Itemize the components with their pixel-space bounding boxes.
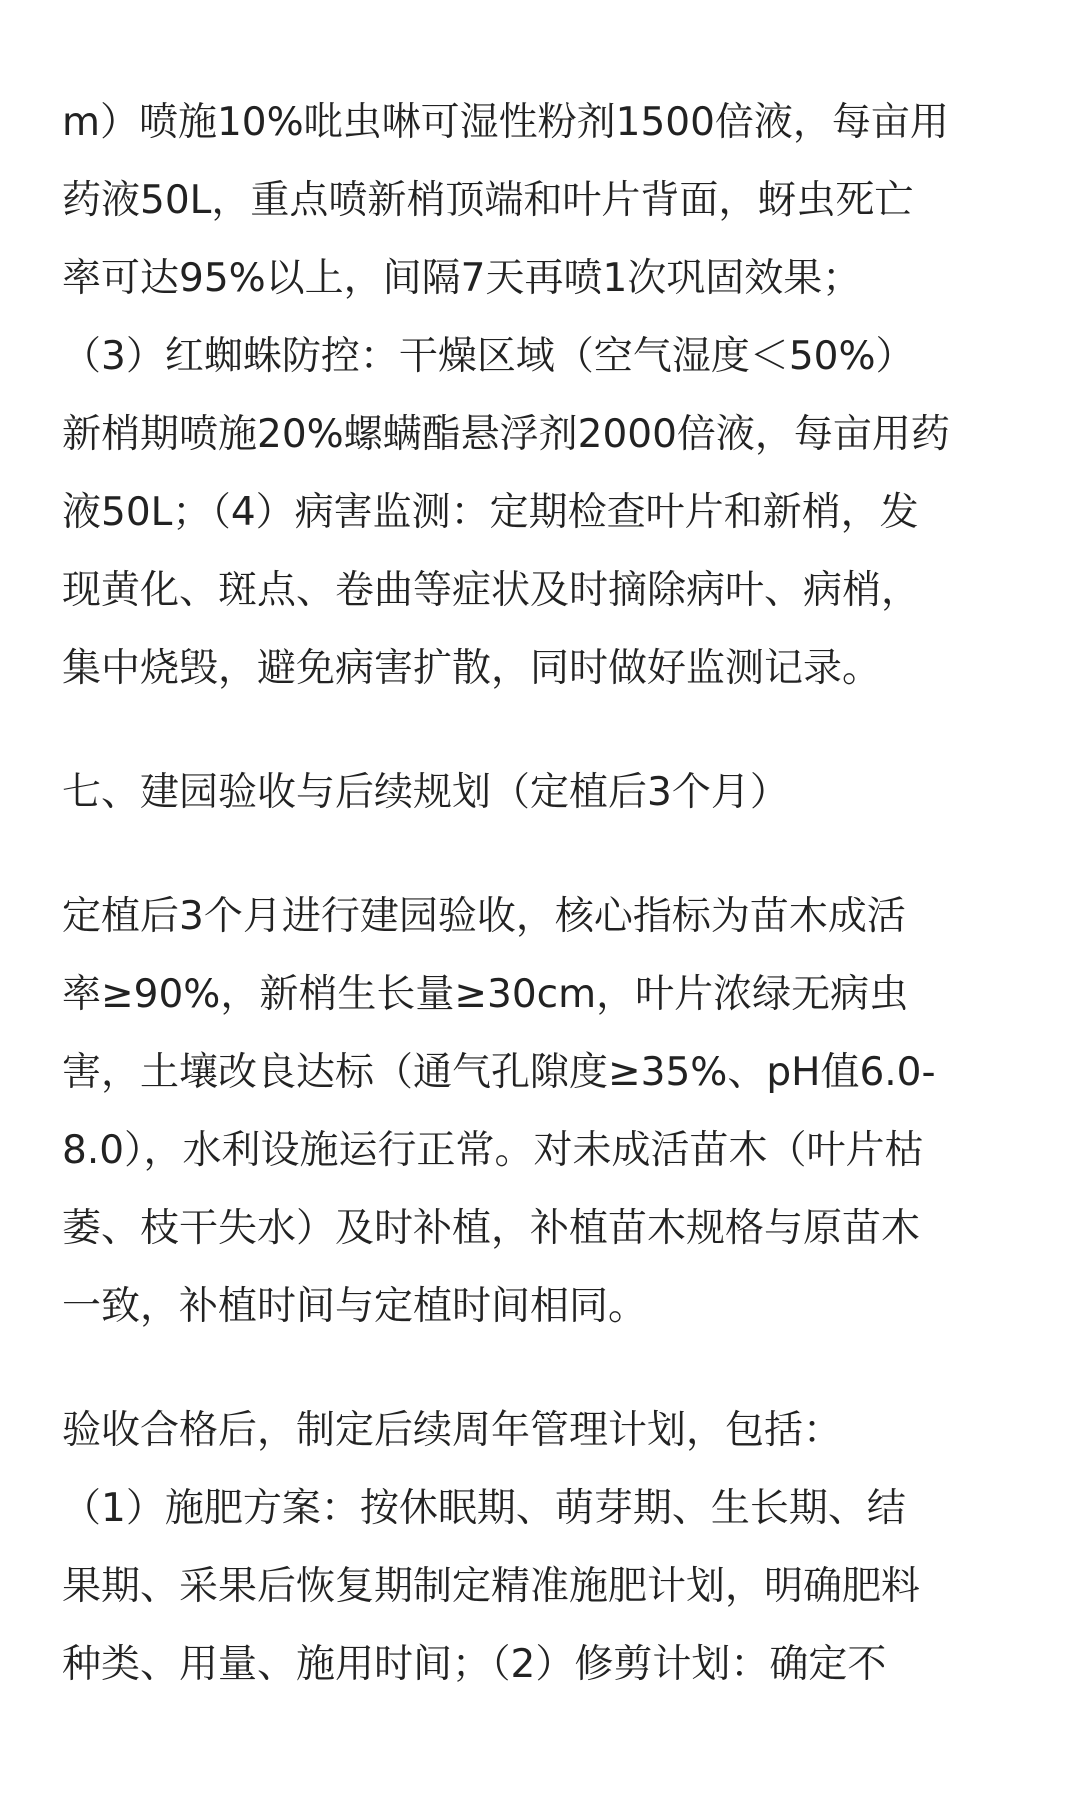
text-line: 种类、用量、施用时间；（2）修剪计划：确定不 — [62, 1642, 887, 1687]
text-line: 液50L；（4）病害监测：定期检查叶片和新梢，发 — [62, 490, 919, 535]
text-line: 果期、采果后恢复期制定精准施肥计划，明确肥料 — [62, 1564, 921, 1609]
text-line: 萎、枝干失水）及时补植，补植苗木规格与原苗木 — [62, 1206, 921, 1251]
text-line: 定植后3个月进行建园验收，核心指标为苗木成活 — [62, 894, 906, 939]
text-line: 率≥90%，新梢生长量≥30cm，叶片浓绿无病虫 — [62, 972, 909, 1017]
text-line: （1）施肥方案：按休眠期、萌芽期、生长期、结 — [62, 1486, 906, 1531]
text-line: 集中烧毁，避免病害扩散，同时做好监测记录。 — [62, 646, 882, 691]
section-heading: 七、建园验收与后续规划（定植后3个月） — [62, 770, 789, 815]
text-line: 新梢期喷施20%螺螨酯悬浮剂2000倍液，每亩用药 — [62, 412, 950, 457]
text-line: 一致，补植时间与定植时间相同。 — [62, 1284, 648, 1329]
text-line: 率可达95%以上，间隔7天再喷1次巩固效果； — [62, 256, 862, 301]
text-line: m）喷施10%吡虫啉可湿性粉剂1500倍液，每亩用 — [62, 100, 949, 145]
text-line: 8.0），水利设施运行正常。对未成活苗木（叶片枯 — [62, 1128, 924, 1173]
text-line: 害，土壤改良达标（通气孔隙度≥35%、pH值6.0- — [62, 1050, 936, 1095]
text-line: 验收合格后，制定后续周年管理计划，包括： — [62, 1408, 843, 1453]
text-line: 药液50L，重点喷新梢顶端和叶片背面，蚜虫死亡 — [62, 178, 914, 223]
text-line: （3）红蜘蛛防控：干燥区域（空气湿度＜50%） — [62, 334, 915, 379]
text-line: 现黄化、斑点、卷曲等症状及时摘除病叶、病梢， — [62, 568, 921, 613]
